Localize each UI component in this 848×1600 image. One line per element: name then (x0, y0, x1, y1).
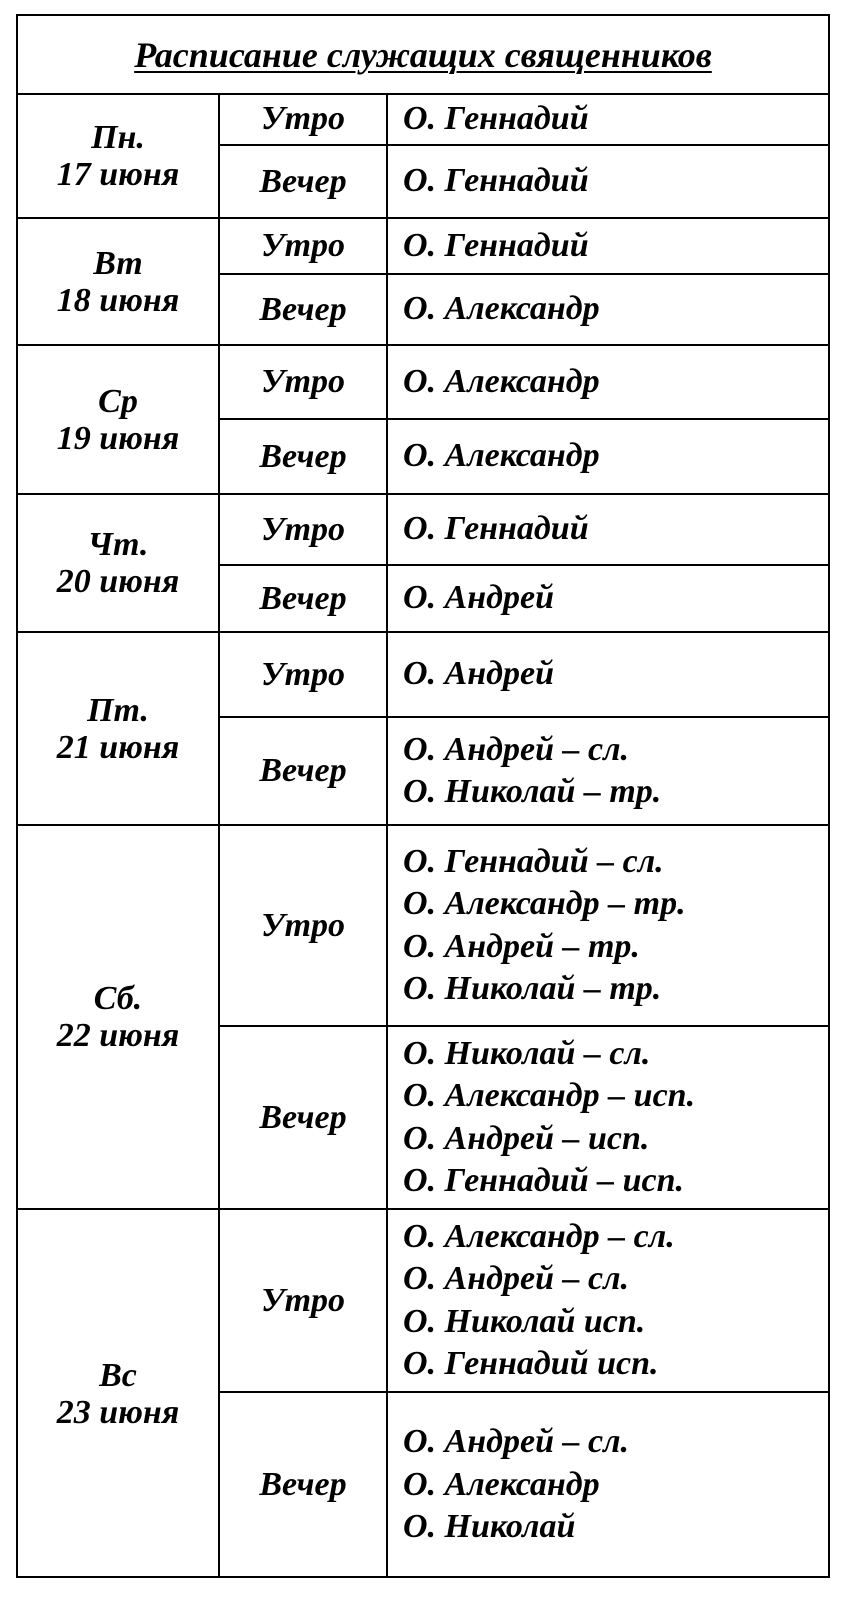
priest-name: О. Александр – тр. (403, 885, 686, 922)
priest-name: О. Андрей – сл. (403, 730, 630, 768)
time-of-day-cell: Вечер (220, 1392, 388, 1578)
day-cell (18, 345, 220, 494)
priests-cell (388, 717, 828, 825)
priests-cell (388, 274, 828, 345)
day-date: 21 июня (56, 728, 180, 766)
priest-name: О. Геннадий исп. (403, 1345, 659, 1382)
priests-cell (388, 345, 828, 419)
time-of-day-cell: Утро (220, 494, 388, 565)
priest-name: О. Александр (403, 437, 600, 475)
priest-name: О. Андрей (403, 655, 554, 693)
priests-cell (388, 565, 828, 632)
time-of-day-cell: Вечер (220, 565, 388, 632)
priest-name: О. Николай – тр. (403, 773, 662, 810)
day-cell (18, 632, 220, 825)
priests-cell (388, 632, 828, 717)
day-name: Пн. (91, 118, 145, 156)
priest-name: О. Александр – исп. (403, 1077, 696, 1114)
time-of-day-cell: Утро (220, 1209, 388, 1392)
priest-name: О. Геннадий – исп. (403, 1162, 685, 1199)
priest-name: О. Андрей (403, 579, 554, 617)
priest-name: О. Александр (403, 1465, 600, 1503)
time-of-day-cell: Вечер (220, 274, 388, 345)
priest-name: О. Николай (403, 1508, 576, 1546)
time-of-day-cell: Утро (220, 345, 388, 419)
priest-name: О. Геннадий (403, 99, 589, 137)
day-name: Сб. (93, 980, 143, 1017)
title-row (18, 16, 828, 95)
priest-name: О. Андрей – исп. (403, 1119, 650, 1157)
priests-cell (388, 494, 828, 565)
time-of-day-cell: Утро (220, 93, 388, 145)
day-name: Ср (98, 382, 138, 420)
priest-name: О. Геннадий (403, 162, 589, 200)
time-of-day-cell: Утро (220, 825, 388, 1026)
day-date: 23 июня (56, 1393, 180, 1431)
day-date: 20 июня (56, 563, 180, 600)
priest-name: О. Геннадий (403, 226, 589, 264)
priest-name: О. Александр – сл. (403, 1217, 675, 1255)
day-date: 18 июня (56, 281, 180, 319)
priest-name: О. Александр (403, 362, 600, 400)
day-date: 19 июня (56, 419, 180, 457)
day-cell (18, 494, 220, 632)
page-title: Расписание служащих священников (134, 34, 712, 75)
priest-name: О. Александр (403, 290, 600, 328)
day-cell (18, 93, 220, 218)
time-of-day-cell: Вечер (220, 717, 388, 825)
priest-name: О. Николай – тр. (403, 970, 662, 1007)
schedule-table (16, 14, 830, 1578)
priest-name: О. Андрей – сл. (403, 1260, 630, 1297)
day-date: 22 июня (56, 1017, 180, 1054)
priest-name: О. Николай исп. (403, 1302, 646, 1340)
priests-cell (388, 1392, 828, 1578)
priests-cell (388, 1026, 828, 1209)
priests-cell (388, 218, 828, 274)
priest-name: О. Николай – сл. (403, 1034, 651, 1072)
priests-cell (388, 93, 828, 145)
day-cell (18, 1209, 220, 1578)
time-of-day-cell: Вечер (220, 1026, 388, 1209)
day-cell (18, 218, 220, 345)
time-of-day-cell: Вечер (220, 145, 388, 218)
priest-name: О. Андрей – тр. (403, 927, 640, 965)
priests-cell (388, 419, 828, 494)
time-of-day-cell: Утро (220, 632, 388, 717)
priest-name: О. Геннадий (403, 510, 589, 548)
day-name: Чт. (87, 526, 149, 563)
priests-cell (388, 1209, 828, 1392)
day-cell (18, 825, 220, 1209)
day-name: Пт. (87, 691, 149, 729)
priest-name: О. Геннадий – сл. (403, 842, 664, 880)
time-of-day-cell: Утро (220, 218, 388, 274)
day-name: Вс (99, 1356, 137, 1394)
priest-name: О. Андрей – сл. (403, 1423, 630, 1461)
priests-cell (388, 145, 828, 218)
priests-cell (388, 825, 828, 1026)
day-name: Вт (93, 244, 143, 282)
day-date: 17 июня (56, 155, 180, 193)
time-of-day-cell: Вечер (220, 419, 388, 494)
